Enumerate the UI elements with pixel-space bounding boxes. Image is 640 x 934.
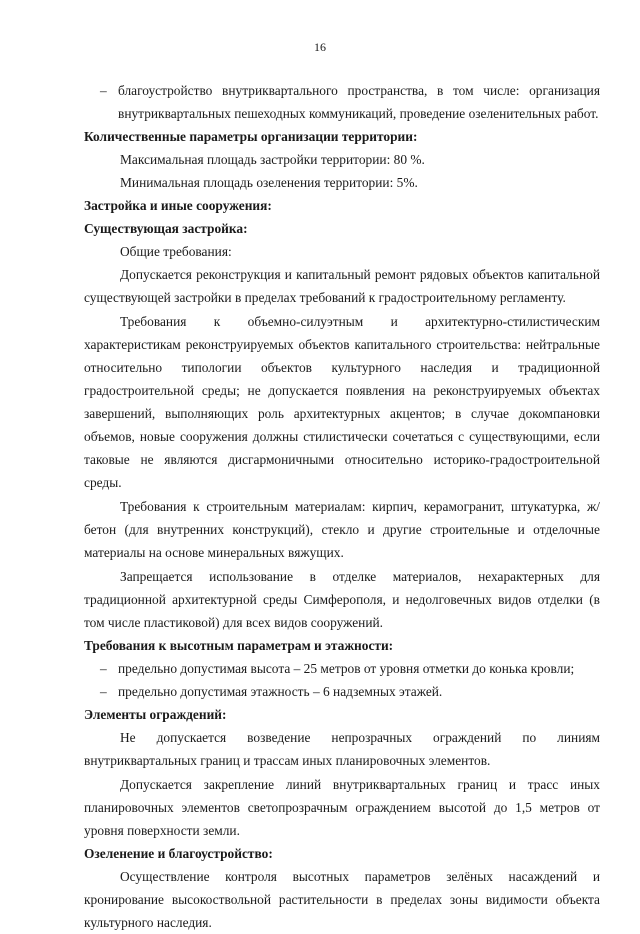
intro-item-text: благоустройство внутриквартального пространства, в том числе: организация внутриквартальных пешеходных коммуникаций, проведение озеленительных работ. bbox=[118, 83, 600, 121]
floors-list-item bbox=[84, 680, 600, 703]
min-greening-area: Минимальная площадь озеленения территории: 5%. bbox=[120, 175, 418, 190]
max-building-area: Максимальная площадь застройки территории: 80 %. bbox=[120, 152, 425, 167]
quantitative-heading: Количественные параметры организации территории: bbox=[84, 129, 418, 144]
greening-control: Осуществление контроля высотных параметров зелёных насаждений и кронирование высокоствольной растительности в пределах зоны видимости объекта культурного наследия. bbox=[84, 869, 600, 930]
document-body bbox=[84, 79, 600, 934]
floors-item-text: предельно допустимая этажность – 6 надземных этажей. bbox=[118, 684, 443, 699]
volume-requirements-paragraph: Требования к объемно-силуэтным и архитектурно-стилистическим характеристикам реконструируемых объектов капитального строительства: нейтральные относительно типологии объектов культурного наследия и традиционной градостроительной среды; не допускается появления на реконструируемых объектах завершений, выполняющих роль архитектурных акцентов; в случае докомпановки объемов, новые сооружения должны стилистически сочетаться с существующими, если таковые не являются дисгармоничными относительно историко-градостроительной среды. bbox=[84, 314, 600, 490]
height-item-text: предельно допустимая высота – 25 метров от уровня отметки до конька кровли; bbox=[118, 661, 575, 676]
reconstruction-paragraph: Допускается реконструкция и капитальный ремонт рядовых объектов капитальной существующей застройки в пределах требований к градостроительному регламенту. bbox=[84, 267, 600, 305]
buildings-heading: Застройка и иные сооружения: bbox=[84, 198, 272, 213]
existing-heading: Существующая застройка: bbox=[84, 221, 248, 236]
dash-bullet-icon: – bbox=[100, 661, 107, 676]
dash-bullet-icon: – bbox=[100, 684, 107, 699]
materials-paragraph: Требования к строительным материалам: кирпич, керамогранит, штукатурка, ж/бетон (для внутренних конструкций), стекло и другие строительные и отделочные материалы на основе минеральных вяжущих. bbox=[84, 499, 600, 560]
fences-allowed: Допускается закрепление линий внутриквартальных границ и трасс иных планировочных элементов светопрозрачным ограждением высотой до 1,5 метров от уровня поверхности земли. bbox=[84, 777, 600, 838]
general-requirements: Общие требования: bbox=[120, 244, 232, 259]
intro-list-item bbox=[84, 79, 600, 125]
height-list-item bbox=[84, 657, 600, 680]
prohibited-paragraph: Запрещается использование в отделке материалов, нехарактерных для традиционной архитектурной среды Симферополя, и недолговечных видов отделки (в том числе пластиковой) для всех видов сооружений. bbox=[84, 569, 600, 630]
page-number: 16 bbox=[314, 40, 326, 54]
fences-not-allowed: Не допускается возведение непрозрачных ограждений по линиям внутриквартальных границ и трассам иных планировочных элементов. bbox=[84, 730, 600, 768]
dash-bullet-icon: – bbox=[100, 83, 107, 98]
fences-heading: Элементы ограждений: bbox=[84, 707, 227, 722]
height-heading: Требования к высотным параметрам и этажности: bbox=[84, 638, 394, 653]
greening-heading: Озеленение и благоустройство: bbox=[84, 846, 273, 861]
